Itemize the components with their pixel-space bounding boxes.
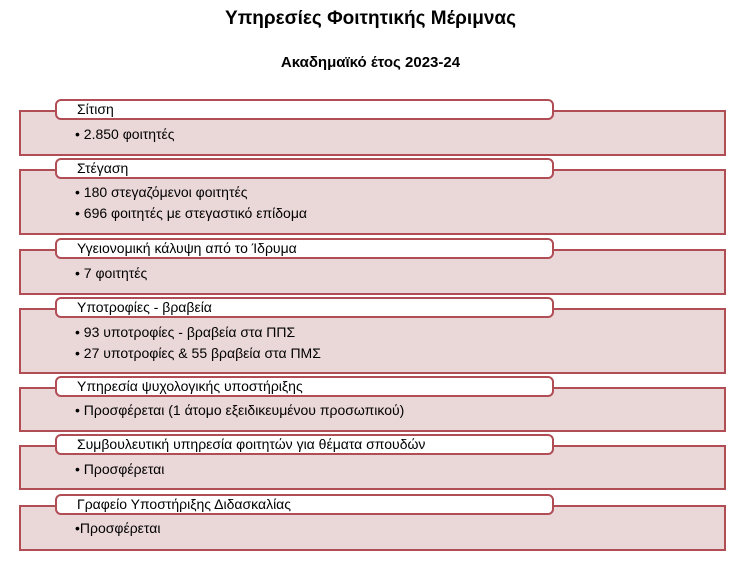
page-subtitle: Ακαδημαϊκό έτος 2023-24: [280, 54, 461, 71]
list-item: • Προσφέρεται: [75, 461, 165, 477]
section-items-symvouleftiki: [75, 459, 164, 480]
section-header-psychologiki: Υπηρεσία ψυχολογικής υποστήριξης: [55, 376, 554, 397]
section-header-stegasi: Στέγαση: [55, 158, 554, 179]
list-item: • 2.850 φοιτητές: [75, 126, 175, 142]
list-item: • 93 υποτροφίες - βραβεία στα ΠΠΣ: [75, 324, 296, 340]
section-items-ygeionomiki: [75, 263, 147, 284]
section-items-stegasi: [75, 182, 307, 224]
page-title: Υπηρεσίες Φοιτητικής Μέριμνας: [225, 8, 516, 29]
list-item: • 7 φοιτητές: [75, 265, 148, 281]
section-header-symvouleftiki: Συμβουλευτική υπηρεσία φοιτητών για θέματα σπουδών: [55, 434, 554, 455]
section-items-psychologiki: [75, 400, 404, 421]
section-header-ypotrofies: Υποτροφίες - βραβεία: [55, 297, 554, 318]
section-items-ypotrofies: [75, 322, 321, 364]
section-items-sitisi: [75, 124, 175, 145]
list-item: • 180 στεγαζόμενοι φοιτητές: [75, 184, 248, 200]
list-item: • 27 υποτροφίες & 55 βραβεία στα ΠΜΣ: [75, 345, 321, 361]
list-item: • Προσφέρεται (1 άτομο εξειδικευμένου προσωπικού): [75, 402, 405, 418]
section-items-grafeio: [75, 518, 160, 539]
list-item: •Προσφέρεται: [75, 520, 161, 536]
section-header-sitisi: Σίτιση: [55, 99, 554, 120]
section-header-grafeio: Γραφείο Υποστήριξης Διδασκαλίας: [55, 494, 554, 515]
list-item: • 696 φοιτητές με στεγαστικό επίδομα: [75, 205, 307, 221]
section-header-ygeionomiki: Υγειονομική κάλυψη από το Ίδρυμα: [55, 238, 554, 259]
